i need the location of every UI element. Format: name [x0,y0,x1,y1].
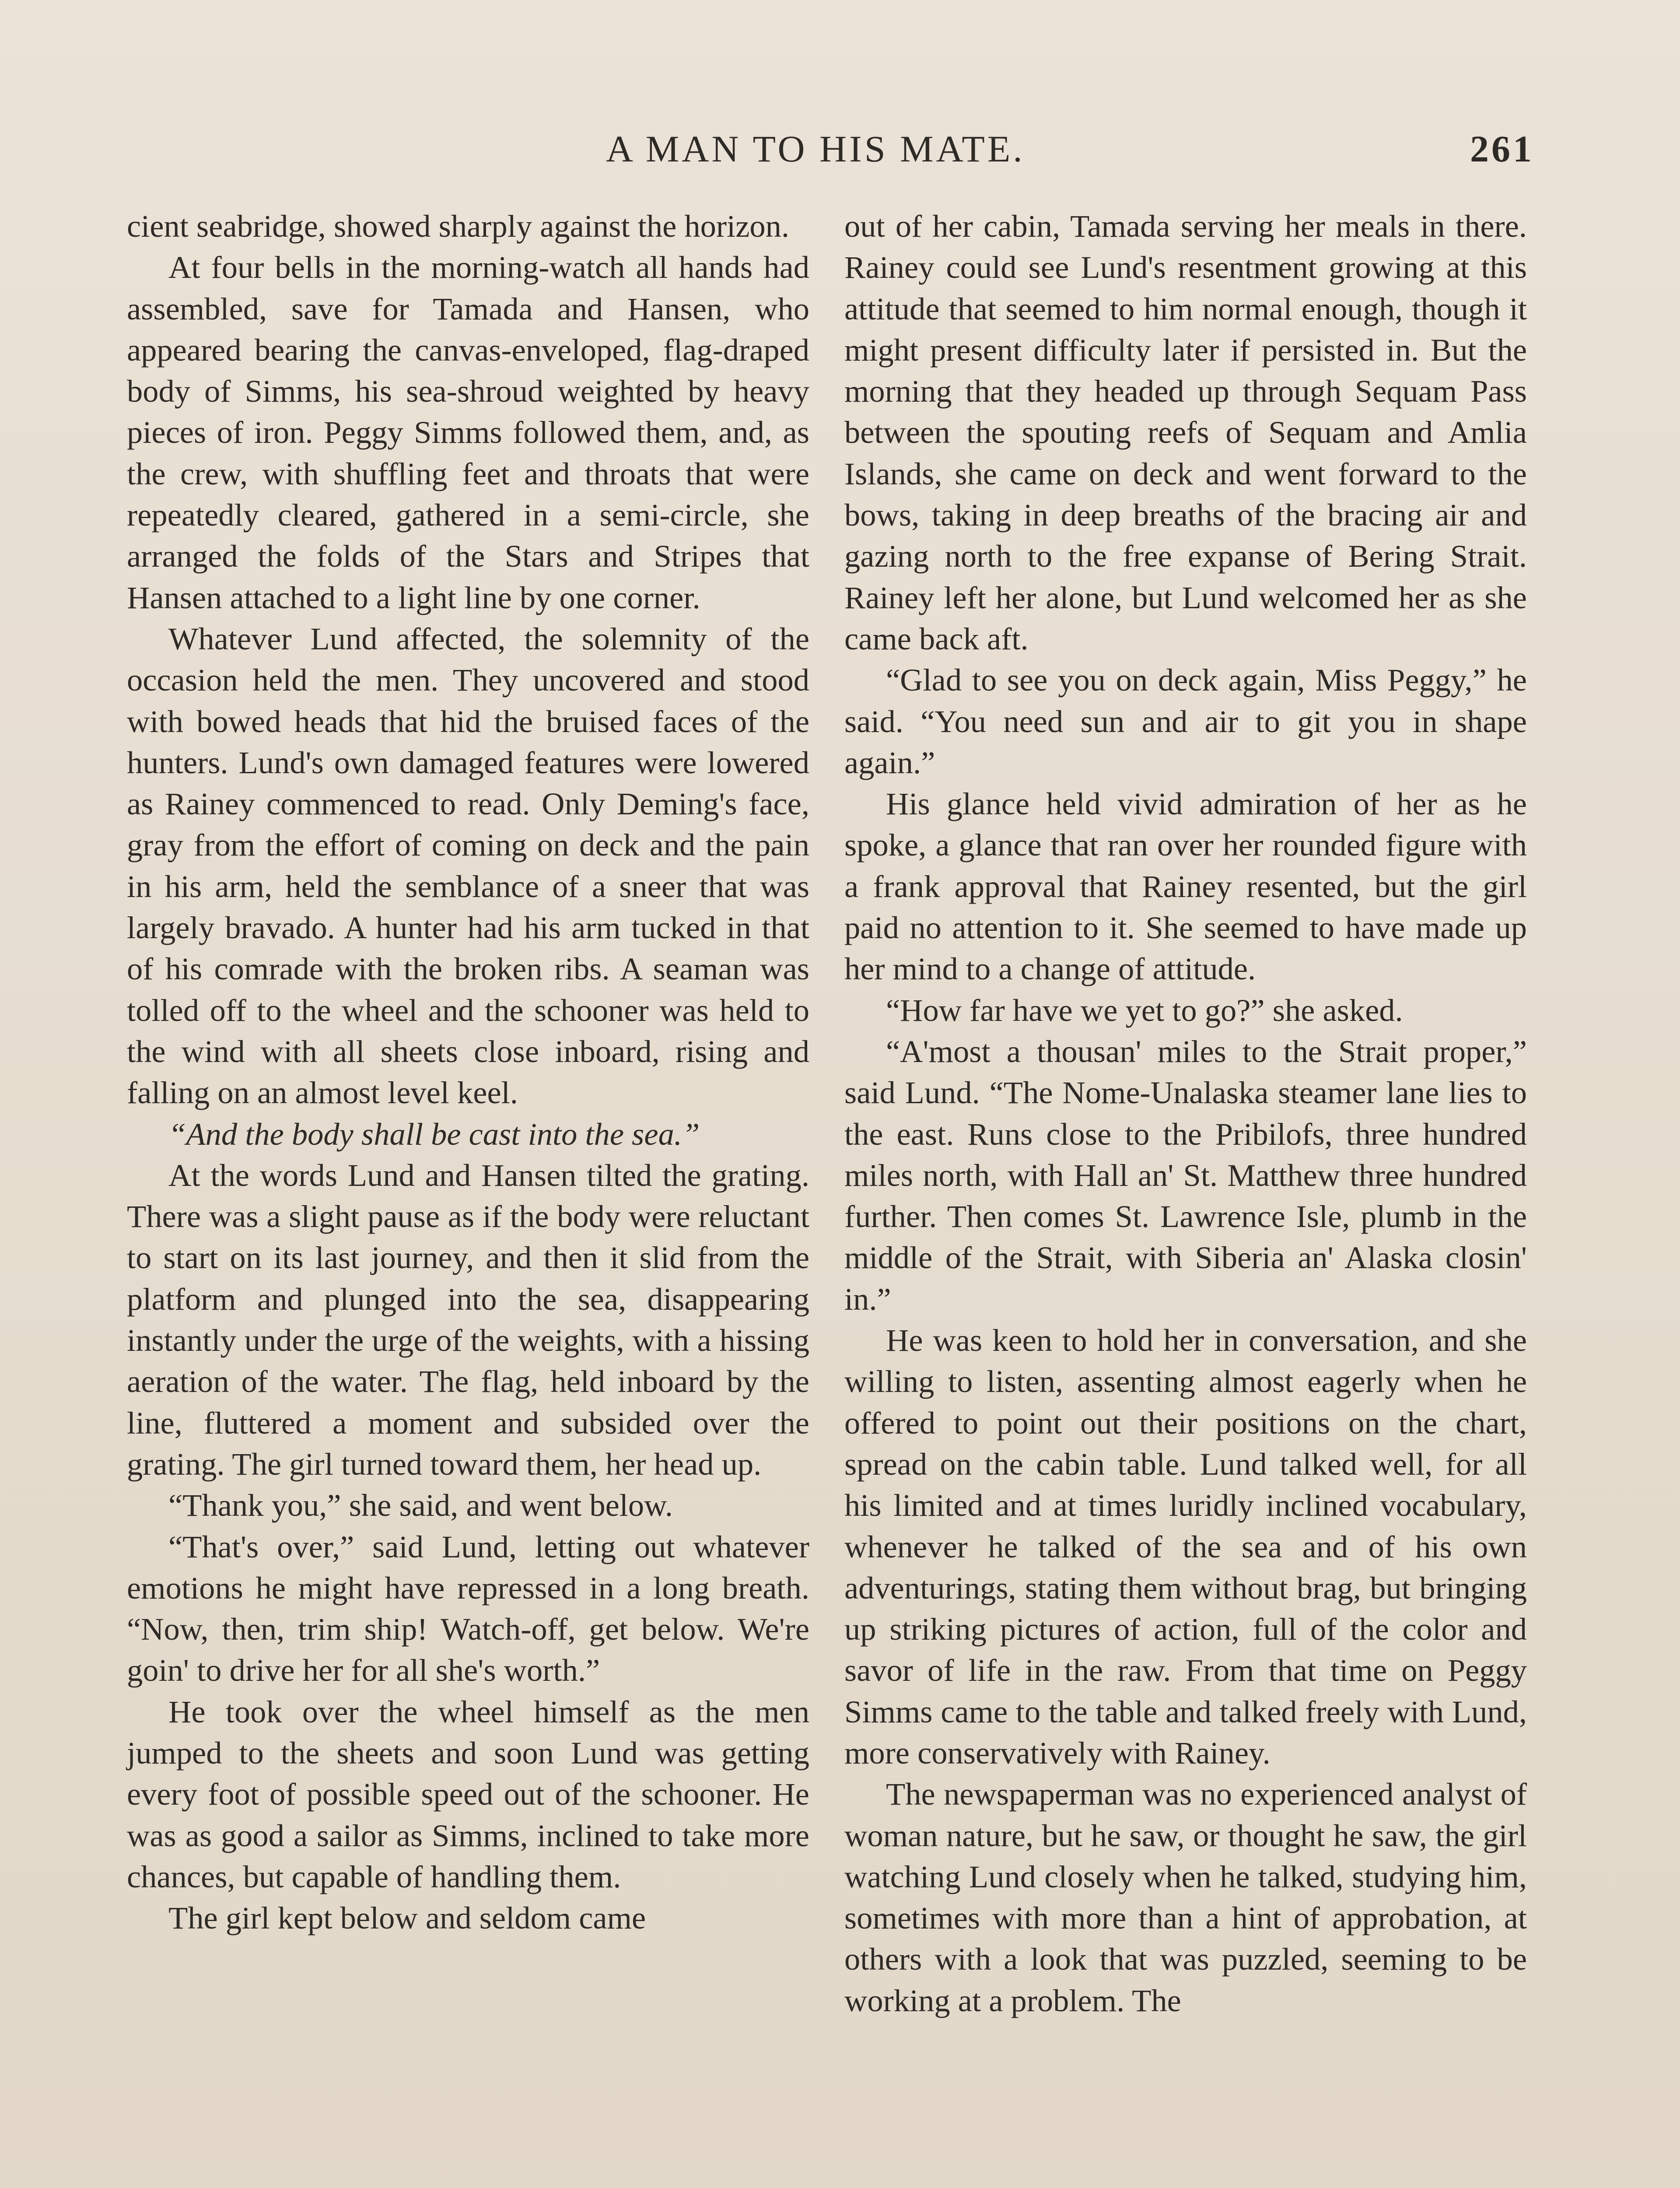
left-text-column [127,206,809,1939]
paragraph: “And the body shall be cast into the sea.” [168,1116,700,1152]
paragraph: “How far have we yet to go?” she asked. [886,992,1403,1028]
paragraph: His glance held vivid admiration of her as he spoke, a glance that ran over her rounded figure with a frank approval that Rainey resented, but the girl paid no attention to it. She seemed to have made up her mind to a change of attitude. [844,786,1527,987]
paragraph: He was keen to hold her in conversation, and she willing to listen, assenting almost eagerly when he offered to point out their positions on the chart, spread on the cabin table. Lund talked well, for all his limited and at times luridly inclined vocabulary, whenever he talked of the sea and of his own adventurings, stating them without brag, but bringing up striking pictures of action, full of the color and savor of life in the raw. From that time on Peggy Simms came to the table and talked freely with Lund, more conservatively with Rainey. [844,1322,1527,1771]
right-text-column [844,206,1527,2021]
paragraph: out of her cabin, Tamada serving her meals in there. Rainey could see Lund's resentment growing at this attitude that seemed to him normal enough, though it might present difficulty later if persisted in. But the morning that they headed up through Sequam Pass between the spouting reefs of Sequam and Amlia Islands, she came on deck and went forward to the bows, taking in deep breaths of the bracing air and gazing north to the free expanse of Bering Strait. Rainey left her alone, but Lund welcomed her as she came back aft. [844,208,1527,656]
paragraph: “A'most a thousan' miles to the Strait proper,” said Lund. “The Nome-Unalaska steamer lane lies to the east. Runs close to the Pribilofs, three hundred miles north, with Hall an' St. Matthew three hundred further. Then comes St. Lawrence Isle, plumb in the middle of the Strait, with Siberia an' Alaska closin' in.” [844,1033,1527,1317]
paragraph: cient seabridge, showed sharply against the horizon. [127,208,790,244]
paragraph: The girl kept below and seldom came [168,1900,646,1936]
paragraph: He took over the wheel himself as the men jumped to the sheets and soon Lund was getting every foot of possible speed out of the schooner. He was as good a sailor as Simms, inclined to take more chances, but capable of handling them. [127,1694,809,1894]
paragraph: “Glad to see you on deck again, Miss Peggy,” he said. “You need sun and air to git you in shape again.” [844,662,1527,780]
paragraph: At four bells in the morning-watch all hands had assembled, save for Tamada and Hansen, who appeared bearing the canvas-enveloped, flag-draped body of Simms, his sea-shroud weighted by heavy pieces of iron. Peggy Simms followed them, and, as the crew, with shuffling feet and throats that were repeatedly cleared, gathered in a semi-circle, she arranged the folds of the Stars and Stripes that Hansen attached to a light line by one corner. [127,249,809,615]
paragraph: Whatever Lund affected, the solemnity of the occasion held the men. They uncovered and stood with bowed heads that hid the bruised faces of the hunters. Lund's own damaged features were lowered as Rainey commenced to read. Only Deming's face, gray from the effort of coming on deck and the pain in his arm, held the semblance of a sneer that was largely bravado. A hunter had his arm tucked in that of his comrade with the broken ribs. A seaman was tolled off to the wheel and the schooner was held to the wind with all sheets close inboard, rising and falling on an almost level keel. [127,621,809,1111]
paragraph: “That's over,” said Lund, letting out whatever emotions he might have repressed in a long breath. “Now, then, trim ship! Watch-off, get below. We're goin' to drive her for all she's worth.” [127,1529,809,1688]
paragraph: At the words Lund and Hansen tilted the grating. There was a slight pause as if the body were reluctant to start on its last journey, and then it slid from the platform and plunged into the sea, disappearing instantly under the urge of the weights, with a hissing aeration of the water. The flag, held inboard by the line, fluttered a moment and subsided over the grating. The girl turned toward them, her head up. [127,1157,809,1482]
paragraph: “Thank you,” she said, and went below. [168,1487,673,1523]
running-title: A MAN TO HIS MATE. [606,128,1025,170]
page-number: 261 [1470,128,1534,170]
paragraph: The newspaperman was no experienced analyst of woman nature, but he saw, or thought he saw, the girl watching Lund closely when he talked, studying him, sometimes with more than a hint of approbation, at others with a look that was puzzled, seeming to be working at a problem. The [844,1776,1527,2018]
